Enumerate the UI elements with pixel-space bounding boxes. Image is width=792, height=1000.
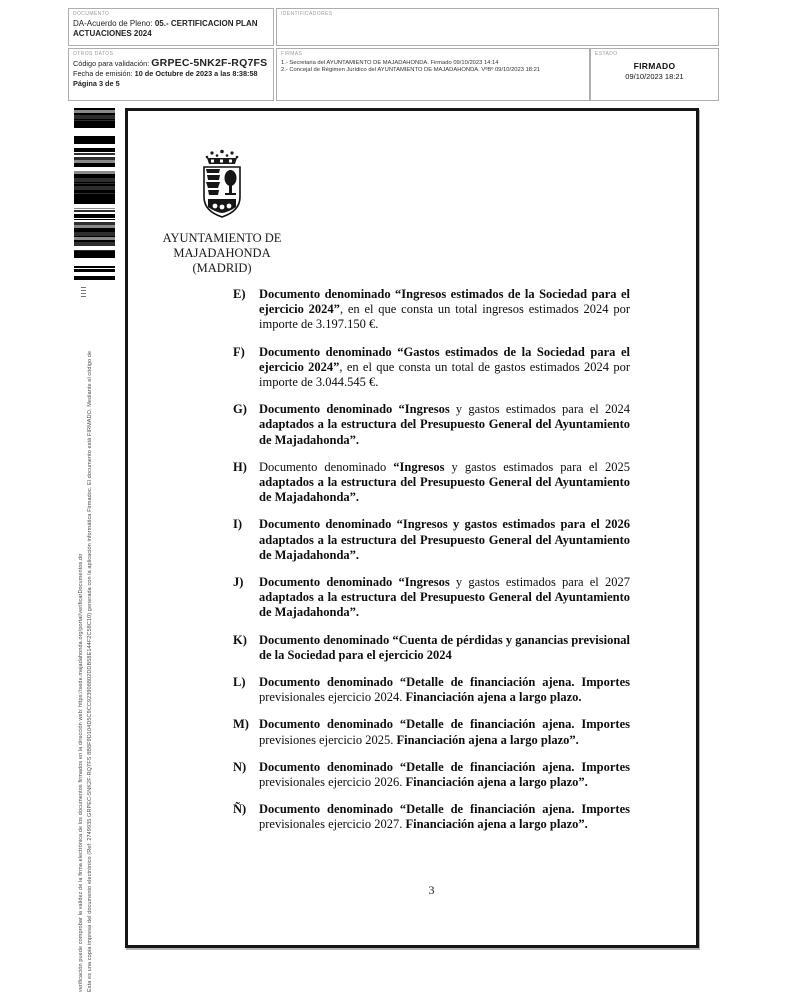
page-count-line bbox=[69, 79, 273, 89]
signature-line-2: 2.- Concejal de Régimen Jurídico del AYUNTAMIENTO DE MAJADAHONDA. VºBº 09/10/2023 18:21 bbox=[281, 67, 541, 74]
item-text: Documento denominado “Detalle de financiación ajena. Importes previsiones ejercicio 2025. Financiación ajena a largo plazo”. bbox=[259, 717, 630, 747]
documento-prefix: DA-Acuerdo de Pleno: bbox=[73, 19, 155, 28]
codigo-label: Código para validación: bbox=[73, 59, 152, 68]
document-list-item bbox=[233, 287, 630, 333]
header-box-otros-datos bbox=[68, 48, 274, 101]
vertical-text-line-right: Esta es una copia impresa del documento electrónico (Ref: 2749935 GRPEC-5NK2F-RQ7FS 8B8F9D104D5C9CC923908802DDB58E144F2C58C10) generada con la aplicación informática Firmadoc. El documento está FIRMADO. Mediante el código de bbox=[86, 350, 93, 992]
estado-label: ESTADO bbox=[595, 51, 618, 57]
item-text: Documento denominado “Gastos estimados de la Sociedad para el ejercicio 2024”, en el que consta un total de gastos estimados 2024 por importe de 3.044.545 €. bbox=[259, 344, 630, 390]
item-text: Documento denominado “Ingresos y gastos estimados para el 2027 adaptados a la estructura del Presupuesto General del Ayuntamiento de Majadahonda”. bbox=[259, 575, 630, 620]
item-letter-label: E) bbox=[233, 287, 246, 301]
item-letter-label: F) bbox=[233, 344, 245, 359]
identificadores-label: IDENTIFICADORES bbox=[281, 11, 333, 17]
otros-datos-label: OTROS DATOS bbox=[73, 51, 114, 57]
documento-title: 05.- CERTIFICACION PLAN ACTUACIONES 2024 bbox=[73, 19, 258, 38]
header-box-estado bbox=[590, 48, 719, 101]
document-items bbox=[233, 287, 630, 845]
fecha-value: 10 de Octubre de 2023 a las 8:38:58 bbox=[134, 69, 258, 78]
vertical-text-line-left: verificación puede comprobar la validez de la firma electrónica de los documentos firmados en la dirección web: https://sede.majadahonda.org/portal/verificarDocumentos.do bbox=[78, 553, 84, 992]
document-list-item bbox=[233, 402, 630, 448]
document-list-item bbox=[233, 460, 630, 506]
document-list-item bbox=[233, 633, 630, 663]
item-letter-label: L) bbox=[233, 675, 246, 690]
item-text: Documento denominado “Cuenta de pérdidas y ganancias previsional de la Sociedad para el ejercicio 2024 bbox=[259, 632, 630, 662]
item-text: Documento denominado “Detalle de financiación ajena. Importes previsionales ejercicio 2026. Financiación ajena a largo plazo”. bbox=[259, 759, 630, 790]
item-letter-label: Ñ) bbox=[233, 802, 247, 817]
header-box-identificadores bbox=[276, 8, 719, 46]
pagina-value: Página 3 de 5 bbox=[73, 79, 120, 88]
page-number: 3 bbox=[428, 883, 435, 897]
item-letter-label: M) bbox=[233, 717, 249, 732]
document-list-item bbox=[233, 675, 630, 705]
documento-label: DOCUMENTO bbox=[73, 11, 110, 17]
document-list-item bbox=[233, 517, 630, 563]
barcode bbox=[74, 108, 115, 280]
header-box-documento bbox=[68, 8, 274, 46]
org-name-line3: (MADRID) bbox=[192, 261, 252, 275]
item-text: Documento denominado “Ingresos y gastos estimados para el 2025 adaptados a la estructura del Presupuesto General del Ayuntamiento de Majadahonda”. bbox=[259, 459, 630, 505]
fecha-label: Fecha de emisión: bbox=[73, 69, 135, 78]
page-frame bbox=[125, 108, 699, 948]
codigo-value: GRPEC-5NK2F-RQ7FS bbox=[151, 57, 268, 69]
document-list-item bbox=[233, 717, 630, 747]
verification-vertical-text bbox=[77, 286, 95, 992]
item-letter-label: K) bbox=[233, 632, 247, 647]
emission-date-line bbox=[69, 69, 273, 79]
item-letter-label: J) bbox=[233, 575, 244, 590]
document-list-item bbox=[233, 575, 630, 621]
municipal-crest-block bbox=[136, 149, 308, 276]
estado-value: FIRMADO bbox=[633, 61, 676, 71]
document-list-item bbox=[233, 802, 630, 832]
item-letter-label: H) bbox=[233, 459, 247, 474]
org-name-line1: AYUNTAMIENTO DE bbox=[162, 231, 282, 245]
coat-of-arms-icon bbox=[195, 149, 249, 225]
signature-line-1: 1.- Secretaria del AYUNTAMIENTO DE MAJADAHONDA. Firmado 09/10/2023 14:14 bbox=[281, 60, 499, 66]
org-name-line2: MAJADAHONDA bbox=[173, 246, 271, 260]
item-text: Documento denominado “Detalle de financiación ajena. Importes previsionales ejercicio 2024. Financiación ajena a largo plazo. bbox=[259, 675, 630, 705]
validation-code-line bbox=[69, 58, 273, 69]
item-text: Documento denominado “Ingresos y gastos estimados para el 2024 adaptados a la estructura del Presupuesto General del Ayuntamiento de Majadahonda”. bbox=[259, 402, 630, 447]
item-text: Documento denominado “Ingresos estimados de la Sociedad para el ejercicio 2024”, en el que consta un total ingresos estimados 2024 por importe de 3.197.150 €. bbox=[259, 287, 630, 332]
item-text: Documento denominado “Detalle de financiación ajena. Importes previsionales ejercicio 2027. Financiación ajena a largo plazo”. bbox=[259, 802, 630, 832]
document-list-item bbox=[233, 345, 630, 391]
documento-value bbox=[69, 18, 273, 40]
item-text: Documento denominado “Ingresos y gastos estimados para el 2026 adaptados a la estructura del Presupuesto General del Ayuntamiento de Majadahonda”. bbox=[259, 517, 630, 562]
document-list-item bbox=[233, 760, 630, 790]
header-box-firmas bbox=[276, 48, 590, 101]
firmas-label: FIRMAS bbox=[281, 51, 303, 57]
item-letter-label: G) bbox=[233, 402, 247, 417]
estado-date: 09/10/2023 18:21 bbox=[625, 72, 684, 81]
item-letter-label: N) bbox=[233, 759, 247, 774]
item-letter-label: I) bbox=[233, 517, 243, 532]
